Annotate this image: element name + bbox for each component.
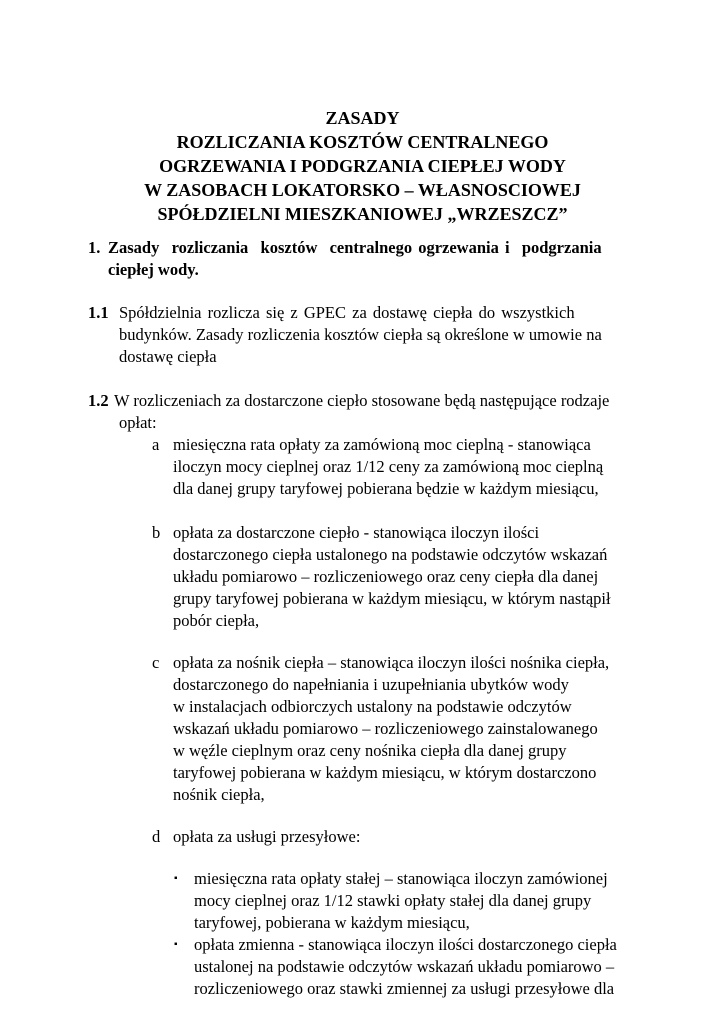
bullet-1-line-1: miesięczna rata opłaty stałej – stanowiąca iloczyn zamówionej — [194, 869, 608, 888]
bullet-2-line-1: opłata zmienna - stanowiąca iloczyn ilości dostarczonego ciepła — [194, 935, 617, 954]
item-b-line-1: opłata za dostarczone ciepło - stanowiąca iloczyn ilości — [173, 523, 540, 542]
item-b-line-2: dostarczonego ciepła ustalonego na podstawie odczytów wskazań — [173, 545, 608, 564]
paragraph-1-2-line-2: opłat: — [119, 413, 157, 432]
item-b-line-4: grupy taryfowej pobierana w każdym miesiącu, w którym nastąpił — [173, 589, 611, 608]
bullet-1-marker: ▪ — [174, 873, 178, 884]
bullet-2-marker: ▪ — [174, 939, 178, 950]
item-b-line-3: układu pomiarowo – rozliczeniowego oraz ceny ciepła dla danej — [173, 567, 599, 586]
section-1-heading-line-2: ciepłej wody. — [108, 260, 199, 279]
bullet-2-line-2: ustalonej na podstawie odczytów wskazań układu pomiarowo – — [194, 957, 615, 976]
bullet-1-line-2: mocy cieplnej oraz 1/12 stawki opłaty stałej dla danej grupy — [194, 891, 592, 910]
item-c-marker: c — [152, 653, 160, 672]
item-a-line-2: iloczyn mocy cieplnej oraz 1/12 ceny za zamówioną moc cieplną — [173, 457, 604, 476]
title-line-3: OGRZEWANIA I PODGRZANIA CIEPŁEJ WODY — [159, 156, 566, 176]
item-c-line-4: wskazań układu pomiarowo – rozliczeniowego zainstalowanego — [173, 719, 598, 738]
section-1-number: 1. — [88, 238, 101, 257]
title-line-2: ROZLICZANIA KOSZTÓW CENTRALNEGO — [176, 132, 549, 152]
item-a-line-1: miesięczna rata opłaty za zamówioną moc cieplną - stanowiąca — [173, 435, 591, 454]
item-c-line-5: w węźle cieplnym oraz ceny nośnika ciepła dla danej grupy — [173, 741, 567, 760]
paragraph-1-1-line-1: Spółdzielnia rozlicza się z GPEC za dostawę ciepła do wszystkich — [119, 303, 575, 322]
item-a-line-3: dla danej grupy taryfowej pobierana będzie w każdym miesiącu, — [173, 479, 599, 498]
item-b-marker: b — [152, 523, 161, 542]
item-d-marker: d — [152, 827, 161, 846]
paragraph-1-1-line-3: dostawę ciepła — [119, 347, 217, 366]
paragraph-1-1-line-2: budynków. Zasady rozliczenia kosztów ciepła są określone w umowie na — [119, 325, 602, 344]
title-line-4: W ZASOBACH LOKATORSKO – WŁASNOSCIOWEJ — [144, 180, 581, 200]
item-c-line-1: opłata za nośnik ciepła – stanowiąca iloczyn ilości nośnika ciepła, — [173, 653, 610, 672]
paragraph-1-2-line-1: W rozliczeniach za dostarczone ciepło stosowane będą następujące rodzaje — [114, 391, 610, 410]
bullet-2-line-3: rozliczeniowego oraz stawki zmiennej za usługi przesyłowe dla — [194, 979, 615, 998]
item-c-line-3: w instalacjach odbiorczych ustalony na podstawie odczytów — [173, 697, 572, 716]
section-1-heading-line-1: Zasady rozliczania kosztów centralnego ogrzewania i podgrzania — [108, 238, 602, 257]
paragraph-1-1-number: 1.1 — [88, 303, 109, 322]
item-c-line-2: dostarczonego do napełniania i uzupełniania ubytków wody — [173, 675, 569, 694]
item-a-marker: a — [152, 435, 160, 454]
item-c-line-7: nośnik ciepła, — [173, 785, 265, 804]
item-d-line-1: opłata za usługi przesyłowe: — [173, 827, 361, 846]
document-title — [60, 106, 665, 226]
item-b-line-5: pobór ciepła, — [173, 611, 260, 630]
title-line-5: SPÓŁDZIELNI MIESZKANIOWEJ „WRZESZCZ” — [157, 204, 568, 224]
paragraph-1-2-number: 1.2 — [88, 391, 109, 410]
item-c-line-6: taryfowej pobierana w każdym miesiącu, w którym dostarczono — [173, 763, 597, 782]
bullet-1-line-3: taryfowej, pobierana w każdym miesiącu, — [194, 913, 470, 932]
title-line-1: ZASADY — [325, 108, 400, 128]
